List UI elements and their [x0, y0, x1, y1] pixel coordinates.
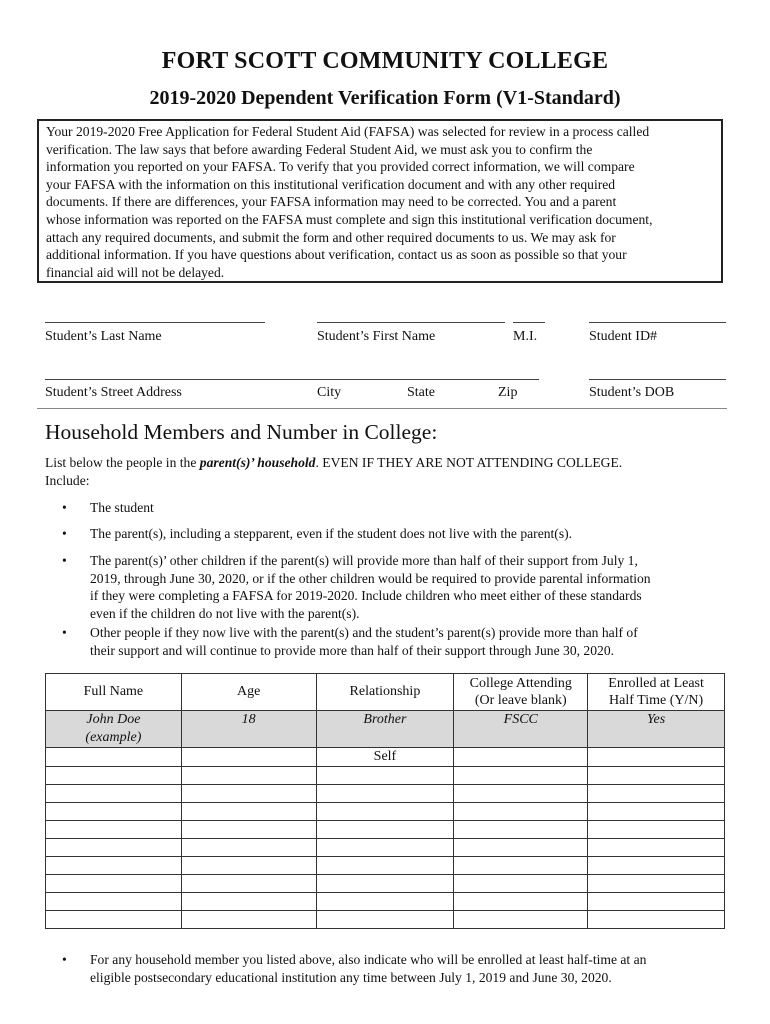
table-row [46, 857, 725, 875]
section-divider [37, 408, 727, 409]
table-cell[interactable] [588, 875, 725, 893]
table-cell[interactable] [46, 821, 182, 839]
table-cell[interactable] [316, 875, 454, 893]
intro-include: Include: [45, 472, 90, 488]
bullet-line: eligible postsecondary educational institution any time between July 1, 2019 and June 30, 2020. [90, 969, 612, 985]
table-cell[interactable] [181, 893, 316, 911]
intro-line: additional information. If you have questions about verification, contact us as soon as possible so that your [46, 247, 627, 263]
table-cell[interactable] [454, 821, 588, 839]
mi-line[interactable] [513, 322, 545, 323]
example-age: 18 [181, 711, 316, 748]
table-cell[interactable] [588, 911, 725, 929]
household-heading: Household Members and Number in College: [45, 420, 438, 444]
student-id-label: Student ID# [589, 329, 658, 344]
bullet-dot-icon: • [62, 952, 67, 967]
table-cell[interactable] [46, 893, 182, 911]
table-cell[interactable] [588, 821, 725, 839]
intro-line: your FAFSA with the information on this institutional verification document and with any other required [46, 176, 616, 192]
intro-line: Your 2019-2020 Free Application for Federal Student Aid (FAFSA) was selected for review in a process called [46, 124, 650, 139]
dob-line[interactable] [589, 379, 726, 380]
table-cell[interactable] [588, 839, 725, 857]
table-cell[interactable] [454, 893, 588, 911]
state-label: State [407, 385, 435, 400]
header-age: Age [181, 674, 316, 711]
table-cell[interactable] [454, 785, 588, 803]
table-cell[interactable] [181, 875, 316, 893]
table-cell[interactable] [588, 748, 725, 767]
table-row [46, 839, 725, 857]
table-row [46, 875, 725, 893]
bullet-line: For any household member you listed above, also indicate who will be enrolled at least half-time at an [90, 952, 647, 967]
footer-bullet [62, 951, 722, 986]
table-cell[interactable] [316, 911, 454, 929]
intro-line: attach any required documents, and submit the form and other required documents to us. We may ask for [46, 229, 616, 245]
bullet-item [62, 624, 722, 659]
table-cell[interactable] [46, 767, 182, 785]
header-relationship: Relationship [316, 674, 454, 711]
table-cell[interactable] [316, 767, 454, 785]
intro-text-end: . EVEN IF THEY ARE NOT ATTENDING COLLEGE. [315, 455, 623, 470]
bullet-line: if they were completing a FAFSA for 2019-2020. Include children who meet either of these standards [90, 588, 642, 604]
table-row [46, 911, 725, 929]
table-cell[interactable] [46, 748, 182, 767]
table-cell[interactable] [181, 767, 316, 785]
table-cell[interactable] [46, 911, 182, 929]
table-row [46, 893, 725, 911]
mi-label: M.I. [513, 329, 538, 344]
table-cell[interactable] [316, 821, 454, 839]
form-subtitle: 2019-2020 Dependent Verification Form (V1-Standard) [149, 87, 621, 109]
intro-line: verification. The law says that before awarding Federal Student Aid, we must ask you to confirm the [46, 141, 593, 157]
intro-box [37, 119, 723, 283]
table-cell[interactable] [181, 803, 316, 821]
bullet-line: The parent(s), including a stepparent, even if the student does not live with the parent(s). [90, 526, 573, 541]
table-cell[interactable] [454, 803, 588, 821]
table-cell[interactable] [181, 911, 316, 929]
self-cell: Self [316, 748, 454, 767]
table-cell[interactable] [454, 748, 588, 767]
table-cell[interactable] [316, 785, 454, 803]
table-cell[interactable] [316, 803, 454, 821]
table-row [46, 748, 725, 767]
bullet-line: their support and will continue to provide more than half of their support through June 30, 2020. [90, 642, 615, 658]
intro-line: documents. If there are differences, your FAFSA information may need to be corrected. You and a parent [46, 194, 617, 210]
table-header-row [46, 674, 725, 711]
table-cell[interactable] [181, 821, 316, 839]
first-name-label: Student’s First Name [317, 329, 436, 344]
header-enrolled: Enrolled at Least Half Time (Y/N) [588, 674, 725, 711]
table-cell[interactable] [454, 911, 588, 929]
table-cell[interactable] [316, 893, 454, 911]
table-cell[interactable] [316, 839, 454, 857]
example-name: John Doe (example) [46, 711, 182, 748]
table-cell[interactable] [46, 875, 182, 893]
bullet-item [62, 525, 722, 543]
table-cell[interactable] [588, 767, 725, 785]
table-row [46, 803, 725, 821]
first-name-line[interactable] [317, 322, 505, 323]
bullet-item [62, 499, 722, 517]
intro-emphasis: parent(s)’ household [199, 455, 316, 470]
example-college: FSCC [454, 711, 588, 748]
table-cell[interactable] [588, 803, 725, 821]
bullet-dot-icon: • [62, 500, 67, 515]
bullet-line: 2019, through June 30, 2020, or if the other children would be required to provide parental information [90, 570, 651, 586]
bullet-dot-icon: • [62, 625, 67, 640]
table-row [46, 821, 725, 839]
table-cell[interactable] [454, 839, 588, 857]
table-cell[interactable] [316, 857, 454, 875]
table-cell[interactable] [46, 803, 182, 821]
intro-line: whose information was reported on the FAFSA must complete and sign this institutional verification document, [46, 211, 653, 227]
form-title: FORT SCOTT COMMUNITY COLLEGE [161, 48, 609, 74]
intro-line: financial aid will not be delayed. [46, 264, 225, 280]
bullet-line: even if the children do not live with the parent(s). [90, 605, 360, 621]
example-enrolled: Yes [588, 711, 725, 748]
table-cell[interactable] [181, 785, 316, 803]
table-cell[interactable] [46, 857, 182, 875]
bullet-line: The student [90, 500, 154, 515]
example-relationship: Brother [316, 711, 454, 748]
example-row [46, 711, 725, 748]
table-cell[interactable] [588, 857, 725, 875]
intro-text: List below the people in the [45, 455, 200, 470]
table-cell[interactable] [588, 893, 725, 911]
address-line[interactable] [45, 379, 539, 380]
table-cell[interactable] [46, 785, 182, 803]
table-cell[interactable] [454, 875, 588, 893]
bullet-dot-icon: • [62, 526, 67, 541]
table-cell[interactable] [588, 785, 725, 803]
household-table [45, 673, 725, 929]
bullet-item [62, 552, 722, 622]
city-label: City [317, 385, 342, 400]
table-cell[interactable] [181, 857, 316, 875]
table-cell[interactable] [181, 748, 316, 767]
header-full-name: Full Name [46, 674, 182, 711]
student-id-line[interactable] [589, 322, 726, 323]
street-label: Student’s Street Address [45, 385, 182, 400]
zip-label: Zip [498, 385, 518, 400]
bullet-line: Other people if they now live with the parent(s) and the student’s parent(s) provide more than half of [90, 625, 638, 640]
header-college: College Attending (Or leave blank) [454, 674, 588, 711]
intro-line: information you reported on your FAFSA. To verify that you provided correct information, we will compare [46, 159, 635, 175]
last-name-line[interactable] [45, 322, 265, 323]
bullet-dot-icon: • [62, 553, 67, 568]
table-cell[interactable] [454, 767, 588, 785]
table-cell[interactable] [454, 857, 588, 875]
table-cell[interactable] [181, 839, 316, 857]
household-intro [45, 454, 720, 489]
dob-label: Student’s DOB [589, 385, 675, 400]
table-row [46, 785, 725, 803]
last-name-label: Student’s Last Name [45, 329, 162, 344]
table-row [46, 767, 725, 785]
table-cell[interactable] [46, 839, 182, 857]
bullet-line: The parent(s)’ other children if the parent(s) will provide more than half of their support from July 1, [90, 553, 638, 568]
